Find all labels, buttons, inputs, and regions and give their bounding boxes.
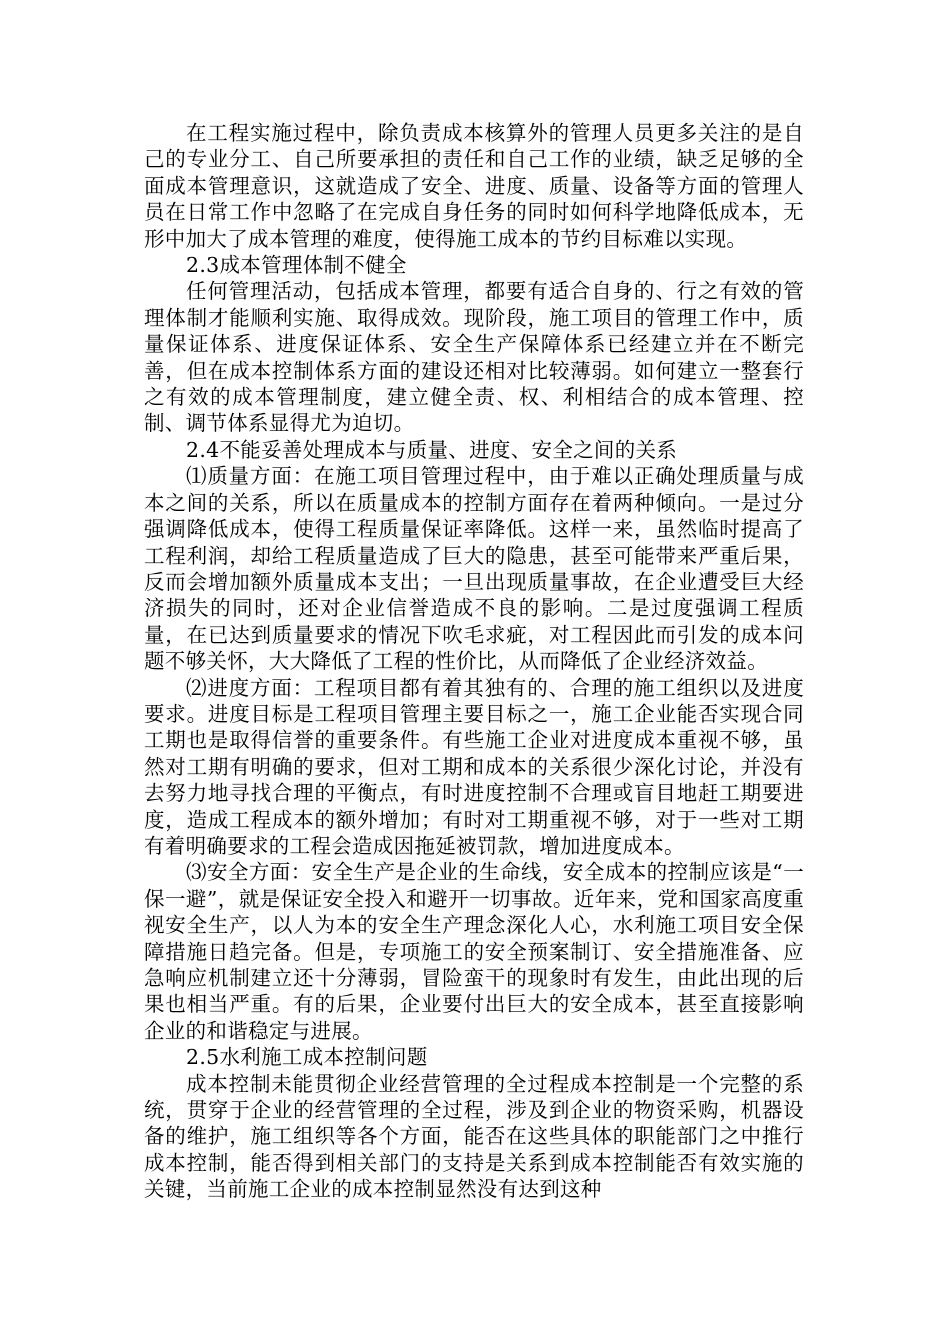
- paragraph-cost-control: 成本控制未能贯彻企业经营管理的全过程成本控制是一个完整的系统，贯穿于企业的经营管理的全过程，涉及到企业的物资采购，机器设备的维护，施工组织等各个方面，能否在这些具体的职能部门之中推行成本控制，能否得到相关部门的支持是关系到成本控制能否有效实施的关键，当前施工企业的成本控制显然没有达到这种: [144, 1071, 804, 1202]
- paragraph-safety: ⑶安全方面：安全生产是企业的生命线，安全成本的控制应该是“一保一避”，就是保证安全投入和避开一切事故。近年来，党和国家高度重视安全生产，以人为本的安全生产理念深化人心，水利施工项目安全保障措施日趋完备。但是，专项施工的安全预案制订、安全措施准备、应急响应机制建立还十分薄弱，冒险蛮干的现象时有发生，由此出现的后果也相当严重。有的后果，企业要付出巨大的安全成本，甚至直接影响企业的和谐稳定与进展。: [144, 860, 804, 1043]
- heading-2-5: 2.5水利施工成本控制问题: [186, 1045, 428, 1070]
- heading-2-4: 2.4不能妥善处理成本与质量、进度、安全之间的关系: [186, 437, 678, 462]
- paragraph-quality: ⑴质量方面：在施工项目管理过程中，由于难以正确处理质量与成本之间的关系，所以在质量成本的控制方面存在着两种倾向。一是过分强调降低成本，使得工程质量保证率降低。这样一来，虽然临时提高了工程利润，却给工程质量造成了巨大的隐患，甚至可能带来严重后果，反而会增加额外质量成本支出；一旦出现质量事故，在企业遭受巨大经济损失的同时，还对企业信誉造成不良的影响。二是过度强调工程质量，在已达到质量要求的情况下吹毛求疵，对工程因此而引发的成本问题不够关怀，大大降低了工程的性价比，从而降低了企业经济效益。: [144, 464, 804, 674]
- heading-2-3: 2.3成本管理体制不健全: [186, 253, 407, 278]
- paragraph-schedule: ⑵进度方面：工程项目都有着其独有的、合理的施工组织以及进度要求。进度目标是工程项目管理主要目标之一，施工企业能否实现合同工期也是取得信誉的重要条件。有些施工企业对进度成本重视不够，虽然对工期有明确的要求，但对工期和成本的关系很少深化讨论，并没有去努力地寻找合理的平衡点，有时进度控制不合理或盲目地赶工期要进度，造成工程成本的额外增加；有时对工期重视不够，对于一些对工期有着明确要求的工程会造成因拖延被罚款，增加进度成本。: [144, 675, 804, 858]
- paragraph-awareness: 在工程实施过程中，除负责成本核算外的管理人员更多关注的是自己的专业分工、自己所要承担的责任和自己工作的业绩，缺乏足够的全面成本管理意识，这就造成了安全、进度、质量、设备等方面的管理人员在日常工作中忽略了在完成自身任务的同时如何科学地降低成本，无形中加大了成本管理的难度，使得施工成本的节约目标难以实现。: [144, 121, 804, 251]
- document-page: [144, 120, 804, 1203]
- paragraph-management-system: 任何管理活动，包括成本管理，都要有适合自身的、行之有效的管理体制才能顺利实施、取得成效。现阶段，施工项目的管理工作中，质量保证体系、进度保证体系、安全生产保障体系已经建立并在不断完善，但在成本控制体系方面的建设还相对比较薄弱。如何建立一整套行之有效的成本管理制度，建立健全责、权、利相结合的成本管理、控制、调节体系显得尤为迫切。: [144, 279, 804, 436]
